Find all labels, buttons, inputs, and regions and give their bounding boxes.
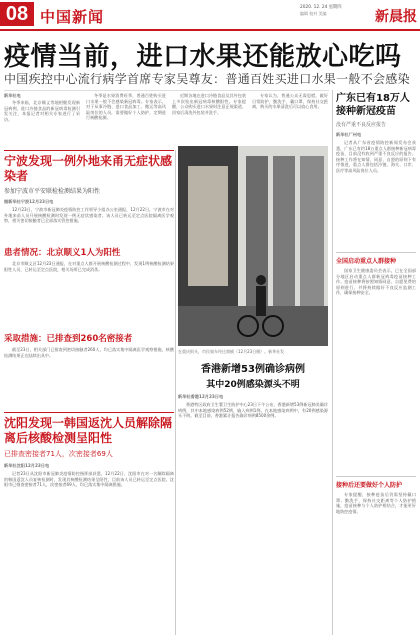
side-bottom-text: 专家提醒，接种疫苗后仍需坚持戴口罩、勤洗手、保持社交距离等个人防护措施，疫苗接种与个人防护相结合，才能更好地防控疫情。 (336, 492, 416, 514)
page-header (0, 0, 420, 30)
article-e-text: 香港特区政府卫生署卫生防护中心23日下午公布，香港新增53例新冠肺炎确诊病例，其中本地感染病例52例，输入病例1例。在本地感染病例中，有20例感染源头不明。截至目前，香港累计报告确诊病例8500余例。 (178, 402, 328, 419)
newspaper-logo: 新晨报 (375, 9, 417, 25)
lead-col4-text: 专家认为，普通公众无需恐慌，做好日常防护，勤洗手、戴口罩、保持社交距离，购买的水果清洗后可以放心食用。 (252, 93, 328, 110)
article-a-title: 宁波发现一例外地来甬无症状感染者 (4, 154, 173, 183)
side-section-text: 国家卫生健康委员会表示，已在全国部分地区启动重点人群新冠病毒疫苗接种工作。疫苗接种将按照知情同意、自愿免费的原则进行，并将持续做好不良反应监测工作，确保接种安全。 (336, 268, 416, 296)
article-a-subtitle: 参加宁波市平安联检检测结果为阳性 (4, 188, 101, 195)
main-subheadline: 中国疾控中心流行病学首席专家吴尊友：普通百姓买进口水果一般不会感染 (4, 72, 410, 86)
article-e-body (178, 402, 328, 632)
side-bottom (336, 480, 416, 640)
article-b-title: 患者情况：北京顺义1人为阳性 (4, 248, 121, 258)
main-headline: 疫情当前，进口水果还能放心吃吗 (4, 42, 402, 72)
article-e-source: 新华社香港12月23日电 (178, 394, 224, 399)
article-d-body (4, 471, 174, 621)
lead-column-2 (86, 93, 166, 148)
article-b-body (4, 261, 174, 325)
article-d (4, 416, 174, 621)
article-d-title: 沈阳发现一韩国返沈人员解除隔离后核酸检测呈阳性 (4, 416, 173, 445)
side-title: 广东已有18万人接种新冠疫苗 (336, 93, 410, 117)
article-e-subtitle: 其中20例感染源头不明 (206, 380, 300, 390)
article-e-banner (178, 360, 328, 388)
article-c-body (4, 347, 174, 411)
article-d-divider (4, 412, 174, 413)
lead-source: 新华社电 (4, 93, 21, 98)
editor-line: 编辑 校对 美编 (300, 11, 327, 16)
side-section-title: 全国启动重点人群接种 (336, 258, 397, 265)
side-source: 新华社广州电 (336, 132, 362, 137)
article-c-title: 采取措施：已排查到260名密接者 (4, 334, 133, 344)
lead-col2-text: 冬季是水果消费旺季，普通百姓购买进口水果一般不会感染新冠病毒。专家表示，对于从事冷链、进口食品加工、搬运等高风险岗位的人员，需要做好个人防护，定期进行核酸检测。 (86, 93, 166, 121)
section-title: 中国新闻 (40, 8, 105, 26)
article-a-source: 据新华社宁波12月23日电 (4, 199, 54, 204)
article-c-text: 截至23日，相关部门已排查到密切接触者260人，均已落实集中隔离医学观察措施，核酸检测结果正在陆续出具中。 (4, 347, 174, 358)
lead-column-3 (172, 93, 246, 145)
lead-text: 冬季来临，北京顺义等地相继发现新冠病例，进口冷链食品的新冠病毒检测引发关注，本报记者对相关专家进行了采访。 (4, 100, 80, 122)
article-b-text: 北京市顺义区12月23日通报，在对重点人群开展核酸检测过程中，发现1例核酸检测结果阳性人员，已转运至定点医院，相关场所已完成消杀。 (4, 261, 174, 272)
article-a (4, 154, 174, 233)
article-d-text: 记者23日从沈阳市新冠肺炎疫情防控指挥部获悉，12月22日，沈阳市在对一名解除隔离的韩国返沈人员复核检测时，发现其核酸检测结果呈阳性，目前该人员已转运至定点医院。沈阳市已排查密接者71人，次密接者69人，均已落实集中隔离措施。 (4, 471, 174, 488)
article-d-source: 新华社沈阳12月23日电 (4, 463, 50, 468)
column-divider (175, 150, 176, 635)
side-column (336, 92, 416, 260)
side-body (336, 140, 416, 260)
header-divider (0, 29, 420, 31)
side-section-body (336, 268, 416, 468)
side-subtitle: 没有严重不良反应报告 (336, 122, 387, 128)
article-a-body (4, 207, 174, 233)
lead-column-4 (252, 93, 328, 145)
article-a-divider (4, 150, 174, 151)
photo-caption: 在重庆街头，市民骑车经过商铺（12月23日摄）。新华社发 (178, 349, 285, 354)
side-bottom-title: 接种后还要做好个人防护 (336, 482, 403, 489)
page-number: 08 (0, 2, 34, 26)
article-b (4, 246, 174, 325)
street-scene-image (178, 146, 328, 346)
article-a-text: 12月23日，宁波市新冠肺炎疫情防控工作领导小组办公室通报，12月22日，宁波市在对外地来甬人员开展核酸检测时发现一例无症状感染者。该人员已转运至定点医院隔离医学观察，相关密切接触者已全部落实管控措施。 (4, 207, 174, 224)
side-bottom-body (336, 492, 416, 640)
article-e-title: 香港新增53例确诊病例 (201, 364, 305, 375)
side-text: 记者从广东省疫情防控新闻发布会获悉，广东已有约18万重点人群接种新冠病毒疫苗，目前没有收到严重不良反应的报告。接种工作将在知情、同意、自愿的原则下有序推进，重点人群包括冷链、海关、口岸、医疗等高风险岗位人员。 (336, 140, 416, 173)
side-divider (336, 476, 416, 477)
lead-divider (4, 90, 329, 91)
lead-col3-text: 近期各地在进口冷链食品及其外包装上多次检出新冠病毒核酸阳性。专家提醒，公众购买进口水果时注意正规渠道，回家后清洗外包装并洗手。 (172, 93, 246, 115)
street-photo (178, 146, 328, 346)
article-c (4, 332, 174, 411)
side-section (336, 256, 416, 468)
date-line: 2020. 12. 24 星期四 (300, 5, 342, 10)
side-divider (336, 252, 416, 253)
column-divider (332, 90, 333, 635)
article-d-subtitle: 已排查密接者71人，次密接者69人 (4, 450, 113, 458)
